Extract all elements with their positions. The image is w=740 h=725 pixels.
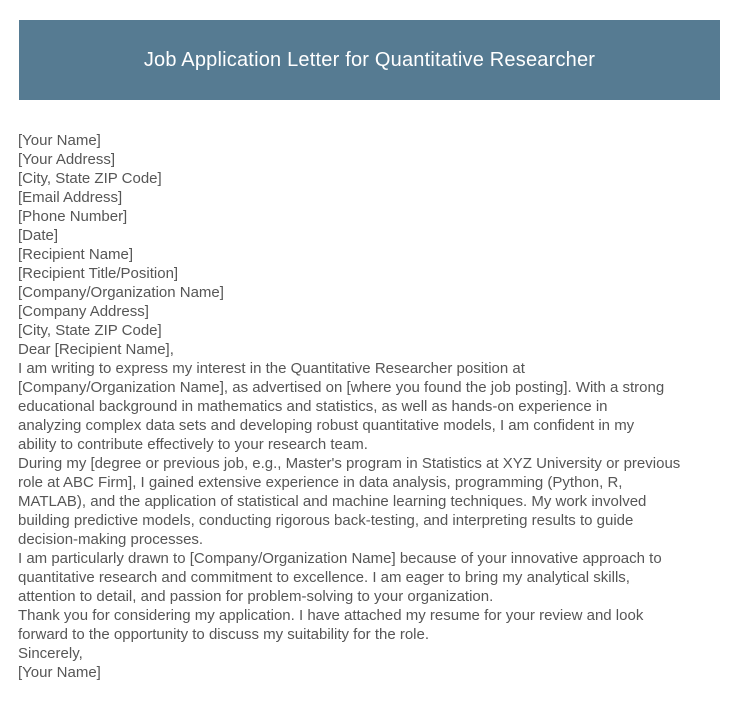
letter-line: Dear [Recipient Name], xyxy=(18,341,174,358)
letter-line: During my [degree or previous job, e.g., Master's program in Statistics at XYZ University or previous xyxy=(18,455,681,472)
letter-line: [City, State ZIP Code] xyxy=(18,322,162,339)
letter-line: [Company/Organization Name] xyxy=(18,284,224,301)
letter-line: I am writing to express my interest in the Quantitative Researcher position at xyxy=(18,360,525,377)
letter-line: [Your Name] xyxy=(18,132,101,149)
letter-line: analyzing complex data sets and developing robust quantitative models, I am confident in my xyxy=(18,417,635,434)
letter-line: Thank you for considering my application. I have attached my resume for your review and look xyxy=(18,607,644,624)
letter-line: [City, State ZIP Code] xyxy=(18,170,162,187)
letter-line: attention to detail, and passion for problem-solving to your organization. xyxy=(18,588,494,605)
letter-line: forward to the opportunity to discuss my suitability for the role. xyxy=(18,626,430,643)
letter-line: building predictive models, conducting rigorous back-testing, and interpreting results to guide xyxy=(18,512,634,529)
letter-line: [Company/Organization Name], as advertised on [where you found the job posting]. With a strong xyxy=(18,379,665,396)
letter-line: [Email Address] xyxy=(18,189,123,206)
letter-line: decision-making processes. xyxy=(18,531,204,548)
letter-body xyxy=(18,131,722,682)
letter-line: quantitative research and commitment to excellence. I am eager to bring my analytical skills, xyxy=(18,569,630,586)
letter-line: ability to contribute effectively to your research team. xyxy=(18,436,368,453)
letter-line: [Your Name] xyxy=(18,664,101,681)
letter-line: I am particularly drawn to [Company/Organization Name] because of your innovative approach to xyxy=(18,550,662,567)
letter-line: [Phone Number] xyxy=(18,208,128,225)
letter-line: [Date] xyxy=(18,227,59,244)
letter-line: Sincerely, xyxy=(18,645,83,662)
letter-line: [Recipient Name] xyxy=(18,246,134,263)
letter-line: [Recipient Title/Position] xyxy=(18,265,179,282)
letter-line: role at ABC Firm], I gained extensive experience in data analysis, programming (Python, R, xyxy=(18,474,623,491)
title-banner xyxy=(19,20,720,100)
page-title: Job Application Letter for Quantitative Researcher xyxy=(143,48,596,71)
letter-line: [Your Address] xyxy=(18,151,116,168)
letter-line: educational background in mathematics and statistics, as well as hands-on experience in xyxy=(18,398,608,415)
letter-line: [Company Address] xyxy=(18,303,149,320)
letter-line: MATLAB), and the application of statistical and machine learning techniques. My work involved xyxy=(18,493,647,510)
